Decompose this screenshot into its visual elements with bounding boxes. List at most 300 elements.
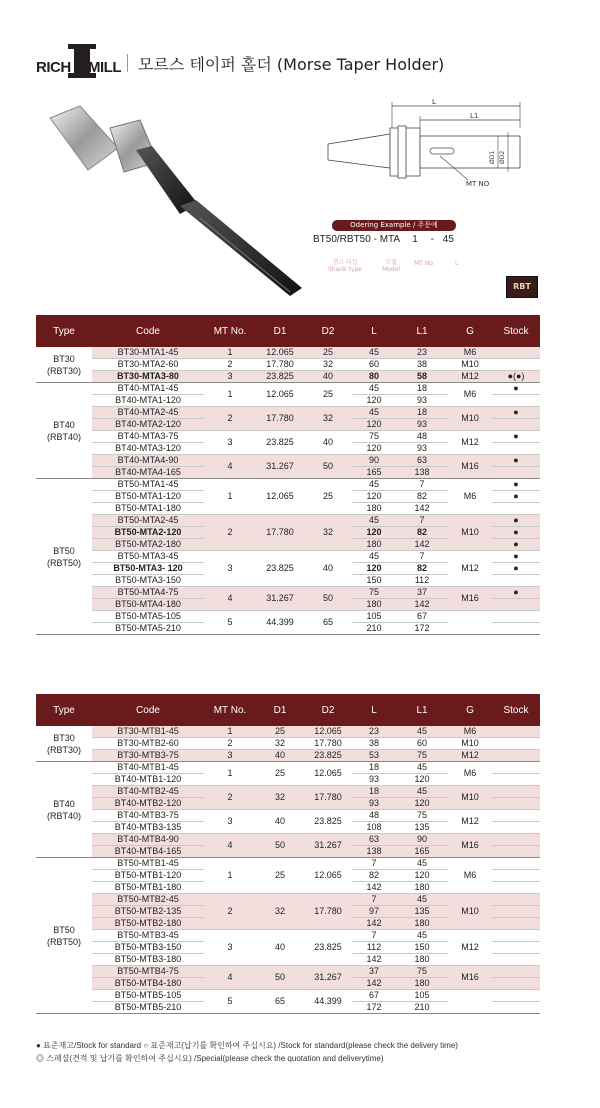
table-cell: ●	[492, 515, 540, 527]
table-cell: 180	[396, 978, 448, 990]
table-cell: 40	[304, 551, 352, 587]
table-cell: 45	[352, 479, 396, 491]
table-cell: 2	[204, 894, 256, 930]
col-header-d2: D2	[304, 315, 352, 347]
table-cell: 5	[204, 611, 256, 635]
table-cell: BT30-MTB1-45	[92, 726, 204, 738]
table-cell: 1	[204, 479, 256, 515]
table-cell: 120	[352, 419, 396, 431]
table-cell: BT40-MTA3-75	[92, 431, 204, 443]
table-cell: BT50-MTB5-105	[92, 990, 204, 1002]
table-cell: 18	[396, 407, 448, 419]
table-cell: 40	[256, 930, 304, 966]
table-cell: ●	[492, 551, 540, 563]
table-cell	[492, 930, 540, 942]
table-row	[36, 383, 540, 395]
table-cell: BT50-MTA1-120	[92, 491, 204, 503]
table-cell: 23.825	[256, 551, 304, 587]
table-cell: ●	[492, 539, 540, 551]
table-cell: 135	[396, 906, 448, 918]
table-cell: 32	[256, 894, 304, 930]
table-cell: 1	[204, 762, 256, 786]
table-cell: 150	[352, 575, 396, 587]
table-cell: 18	[352, 762, 396, 774]
table-cell: ●	[492, 383, 540, 395]
table-row	[36, 455, 540, 467]
table-cell: M12	[448, 551, 492, 587]
table-cell: 75	[396, 750, 448, 762]
table-cell	[492, 978, 540, 990]
table-cell: 180	[396, 918, 448, 930]
table-cell: BT50-MTA3- 120	[92, 563, 204, 575]
table-cell: BT40-MTA2-120	[92, 419, 204, 431]
rbt-badge: RBT	[506, 276, 538, 298]
type-cell: BT50 (RBT50)	[36, 479, 92, 635]
table-cell	[492, 1002, 540, 1014]
ordering-code-main: BT50/RBT50 - MTA	[313, 234, 400, 245]
table-cell: BT50-MTB3-45	[92, 930, 204, 942]
table-cell: BT50-MTA1-45	[92, 479, 204, 491]
table-cell: BT30-MTA2-60	[92, 359, 204, 371]
table-cell: 2	[204, 359, 256, 371]
table-cell: BT50-MTA3-150	[92, 575, 204, 587]
table-cell: 4	[204, 587, 256, 611]
table-cell: 40	[256, 750, 304, 762]
table-cell: 38	[352, 738, 396, 750]
table-cell: 32	[256, 786, 304, 810]
table-cell	[492, 834, 540, 846]
table-cell: 120	[352, 443, 396, 455]
table-cell: M16	[448, 455, 492, 479]
table-cell: ●	[492, 479, 540, 491]
table-cell: 2	[204, 738, 256, 750]
col-header-l1: L1	[396, 694, 448, 726]
table-cell	[492, 774, 540, 786]
table-cell: BT30-MTB3-75	[92, 750, 204, 762]
type-cell: BT50 (RBT50)	[36, 858, 92, 1014]
col-header-d2: D2	[304, 694, 352, 726]
table-cell	[492, 810, 540, 822]
table-cell: 60	[352, 359, 396, 371]
table-cell	[492, 762, 540, 774]
spec-table-mtb	[36, 694, 540, 1014]
table-cell: 45	[396, 762, 448, 774]
table-cell: 12.065	[256, 383, 304, 407]
table-cell: 65	[304, 611, 352, 635]
table-row	[36, 834, 540, 846]
table-cell: 32	[304, 407, 352, 431]
table-cell: 142	[352, 978, 396, 990]
table-cell: 50	[304, 587, 352, 611]
table-cell: BT40-MTB3-135	[92, 822, 204, 834]
table-cell: 67	[396, 611, 448, 623]
table-cell: 23.825	[304, 750, 352, 762]
col-header-mt-no-: MT No.	[204, 694, 256, 726]
table-cell: 38	[396, 359, 448, 371]
table-cell: 25	[256, 726, 304, 738]
table-cell: 93	[396, 395, 448, 407]
table-cell: BT40-MTB4-90	[92, 834, 204, 846]
table-cell: M16	[448, 834, 492, 858]
table-cell: 7	[396, 551, 448, 563]
table-cell: 3	[204, 930, 256, 966]
table-cell: 7	[396, 515, 448, 527]
col-header-g: G	[448, 694, 492, 726]
table-row	[36, 810, 540, 822]
table-cell: BT50-MTB1-120	[92, 870, 204, 882]
table-cell	[492, 846, 540, 858]
table-cell: 53	[352, 750, 396, 762]
table-cell: BT40-MTB3-75	[92, 810, 204, 822]
table-cell: 63	[396, 455, 448, 467]
table-cell: 44.399	[304, 990, 352, 1014]
table-cell: 31.267	[304, 834, 352, 858]
table-cell: 17.780	[256, 407, 304, 431]
table-cell	[492, 359, 540, 371]
footer-note-1: ● 표준재고/Stock for standard ○ 표준재고(납기를 확인하여 주십시요) /Stock for standard(please check the delivery time)	[36, 1041, 458, 1050]
table-row	[36, 431, 540, 443]
table-cell	[492, 738, 540, 750]
table-cell: 210	[352, 623, 396, 635]
table-cell: 37	[396, 587, 448, 599]
table-cell: 48	[352, 810, 396, 822]
table-cell: 1	[204, 347, 256, 359]
table-cell: M10	[448, 359, 492, 371]
table-row	[36, 551, 540, 563]
table-cell: BT50-MTA2-180	[92, 539, 204, 551]
table-cell: 45	[352, 515, 396, 527]
table-cell: 50	[256, 966, 304, 990]
table-cell: BT50-MTB5-210	[92, 1002, 204, 1014]
table-cell: BT30-MTA1-45	[92, 347, 204, 359]
table-cell: 3	[204, 551, 256, 587]
table-cell: ●	[492, 563, 540, 575]
table-cell: M6	[448, 383, 492, 407]
type-cell: BT40 (RBT40)	[36, 762, 92, 858]
table-cell: 3	[204, 431, 256, 455]
table-cell: M10	[448, 407, 492, 431]
table-cell: 120	[396, 870, 448, 882]
table-cell: 93	[396, 419, 448, 431]
table-cell: 82	[396, 491, 448, 503]
table-cell: 23	[352, 726, 396, 738]
table-cell: M6	[448, 347, 492, 359]
legend-shank: 생크 타입 Shank type	[328, 259, 362, 273]
table-cell: 12.065	[256, 347, 304, 359]
table-cell: 142	[352, 954, 396, 966]
table-cell: 65	[256, 990, 304, 1014]
header-separator	[127, 54, 128, 72]
table-cell: 105	[396, 990, 448, 1002]
table-cell	[492, 503, 540, 515]
table-row	[36, 858, 540, 870]
footer-note-2: ◎ 스페셜(견적 및 납기를 확인하여 주십시요) /Special(please check the quotation and deliverytime)	[36, 1054, 384, 1063]
table-cell: 12.065	[304, 858, 352, 894]
table-cell: ●	[492, 407, 540, 419]
table-row	[36, 930, 540, 942]
table-cell: BT40-MTB4-165	[92, 846, 204, 858]
table-row	[36, 611, 540, 623]
table-cell: 4	[204, 455, 256, 479]
table-row	[36, 347, 540, 359]
legend-model: 모델 Model	[382, 259, 401, 273]
table-cell	[492, 611, 540, 623]
table-cell: 75	[396, 810, 448, 822]
table-cell: 2	[204, 515, 256, 551]
table-cell: BT40-MTB1-45	[92, 762, 204, 774]
table-row	[36, 762, 540, 774]
table-cell: 25	[304, 347, 352, 359]
table-cell	[492, 942, 540, 954]
table-cell	[492, 858, 540, 870]
table-cell: BT40-MTA1-120	[92, 395, 204, 407]
table-cell	[492, 966, 540, 978]
table-cell: M6	[448, 726, 492, 738]
table-cell: 40	[256, 810, 304, 834]
table-cell: BT50-MTA2-120	[92, 527, 204, 539]
table-cell: 67	[352, 990, 396, 1002]
table-cell: 58	[396, 371, 448, 383]
table-cell: 105	[352, 611, 396, 623]
ordering-code-2: 45	[442, 234, 454, 245]
table-cell: 90	[396, 834, 448, 846]
table-cell: BT40-MTA4-165	[92, 467, 204, 479]
table-cell: 82	[396, 563, 448, 575]
table-cell: 37	[352, 966, 396, 978]
table-cell: 60	[396, 738, 448, 750]
table-cell: 18	[396, 383, 448, 395]
col-header-type: Type	[36, 315, 92, 347]
table-cell: 120	[352, 491, 396, 503]
table-cell: ●(●)	[492, 371, 540, 383]
table-cell: 31.267	[256, 455, 304, 479]
table-cell	[492, 798, 540, 810]
table-cell: 172	[352, 1002, 396, 1014]
table-row	[36, 738, 540, 750]
table-cell	[492, 822, 540, 834]
table-cell: 1	[204, 383, 256, 407]
table-cell: 23.825	[256, 371, 304, 383]
col-header-g: G	[448, 315, 492, 347]
table-cell: 5	[204, 990, 256, 1014]
table-row	[36, 371, 540, 383]
table-cell	[492, 726, 540, 738]
col-header-code: Code	[92, 694, 204, 726]
table-cell: M16	[448, 966, 492, 990]
dim-D1: ØD1	[489, 150, 496, 164]
table-cell: 23	[396, 347, 448, 359]
table-cell: M12	[448, 371, 492, 383]
table-cell: 45	[396, 726, 448, 738]
table-cell: M12	[448, 431, 492, 455]
table-cell: 25	[304, 383, 352, 407]
table-cell	[492, 990, 540, 1002]
table-row	[36, 990, 540, 1002]
table-row	[36, 587, 540, 599]
table-cell: 23.825	[304, 810, 352, 834]
table-cell	[492, 954, 540, 966]
table-cell: BT50-MTB2-180	[92, 918, 204, 930]
table-cell: BT30-MTA3-80	[92, 371, 204, 383]
table-row	[36, 407, 540, 419]
ordering-dash: -	[430, 234, 434, 245]
tool-holder-image	[40, 100, 320, 300]
holder-diagram	[320, 98, 530, 198]
type-cell: BT30 (RBT30)	[36, 347, 92, 383]
table-cell	[448, 990, 492, 1014]
table-cell: BT50-MTB4-180	[92, 978, 204, 990]
table-cell: 45	[396, 858, 448, 870]
table-cell: 120	[352, 563, 396, 575]
col-header-stock: Stock	[492, 315, 540, 347]
table-cell: 172	[396, 623, 448, 635]
table-cell: BT50-MTB4-75	[92, 966, 204, 978]
table-cell: ●	[492, 491, 540, 503]
table-cell: 50	[256, 834, 304, 858]
table-cell	[492, 347, 540, 359]
table-cell: 108	[352, 822, 396, 834]
table-cell: BT50-MTA1-180	[92, 503, 204, 515]
table-cell: 7	[352, 930, 396, 942]
table-cell: BT50-MTB1-45	[92, 858, 204, 870]
col-header-d1: D1	[256, 694, 304, 726]
table-cell: 23.825	[304, 930, 352, 966]
table-cell: 17.780	[304, 894, 352, 930]
table-cell: 180	[396, 954, 448, 966]
table-cell: BT50-MTA4-180	[92, 599, 204, 611]
table-row	[36, 894, 540, 906]
table-cell: BT40-MTA1-45	[92, 383, 204, 395]
table-cell: 142	[396, 599, 448, 611]
table-cell: 12.065	[304, 726, 352, 738]
table-cell: 138	[396, 467, 448, 479]
col-header-mt-no-: MT No.	[204, 315, 256, 347]
page-title: 모르스 테이퍼 홀더 (Morse Taper Holder)	[138, 55, 445, 74]
table-cell: BT30-MTB2-60	[92, 738, 204, 750]
table-cell: 75	[352, 587, 396, 599]
table-cell: BT40-MTB2-45	[92, 786, 204, 798]
table-cell	[492, 599, 540, 611]
table-cell: 32	[304, 359, 352, 371]
table-cell: 4	[204, 966, 256, 990]
table-cell: 165	[352, 467, 396, 479]
table-cell	[492, 395, 540, 407]
table-cell: 4	[204, 834, 256, 858]
table-cell: 17.780	[304, 738, 352, 750]
table-cell: 3	[204, 371, 256, 383]
table-cell: 142	[396, 503, 448, 515]
table-row	[36, 786, 540, 798]
table-row	[36, 479, 540, 491]
table-cell: 45	[396, 930, 448, 942]
dim-L1: L1	[470, 112, 479, 120]
ordering-code-1: 1	[412, 234, 418, 245]
table-cell: BT50-MTA4-75	[92, 587, 204, 599]
table-cell: 142	[396, 539, 448, 551]
table-cell: 18	[352, 786, 396, 798]
table-cell: 135	[396, 822, 448, 834]
table-cell: M10	[448, 738, 492, 750]
table-cell: M6	[448, 858, 492, 894]
table-cell: M10	[448, 786, 492, 810]
table-cell: 32	[256, 738, 304, 750]
col-header-code: Code	[92, 315, 204, 347]
table-cell: 142	[352, 918, 396, 930]
table-cell: 25	[256, 858, 304, 894]
table-cell: 150	[396, 942, 448, 954]
table-cell: 45	[352, 383, 396, 395]
table-cell: 40	[304, 431, 352, 455]
table-cell: BT50-MTB3-150	[92, 942, 204, 954]
ordering-code	[313, 234, 454, 245]
table-cell: 17.780	[304, 786, 352, 810]
dim-mt: MT NO	[466, 180, 490, 188]
table-cell: 12.065	[256, 479, 304, 515]
table-cell: BT40-MTB2-120	[92, 798, 204, 810]
col-header-l: L	[352, 694, 396, 726]
col-header-type: Type	[36, 694, 92, 726]
table-cell: 112	[352, 942, 396, 954]
table-cell: 120	[396, 774, 448, 786]
table-cell: M16	[448, 587, 492, 611]
table-cell	[492, 419, 540, 431]
table-cell: 12.065	[304, 762, 352, 786]
type-cell: BT30 (RBT30)	[36, 726, 92, 762]
table-cell	[492, 906, 540, 918]
dim-D2: ØD2	[499, 150, 506, 164]
table-cell: ●	[492, 431, 540, 443]
table-cell	[492, 750, 540, 762]
logo-mill: MILL	[88, 59, 121, 76]
table-cell	[492, 467, 540, 479]
table-cell: BT50-MTA5-105	[92, 611, 204, 623]
col-header-l: L	[352, 315, 396, 347]
table-cell: 31.267	[304, 966, 352, 990]
table-cell: 165	[396, 846, 448, 858]
table-cell: 3	[204, 750, 256, 762]
table-cell: 45	[352, 407, 396, 419]
table-cell: 7	[352, 894, 396, 906]
col-header-stock: Stock	[492, 694, 540, 726]
table-cell	[492, 894, 540, 906]
table-row	[36, 726, 540, 738]
table-cell: 75	[396, 966, 448, 978]
table-cell: 25	[304, 479, 352, 515]
table-cell: 45	[352, 551, 396, 563]
table-cell: 75	[352, 431, 396, 443]
table-cell: 82	[396, 527, 448, 539]
table-cell: BT50-MTB2-45	[92, 894, 204, 906]
table-cell: 50	[304, 455, 352, 479]
table-cell: 7	[396, 479, 448, 491]
table-cell: 93	[352, 774, 396, 786]
table-cell: ●	[492, 455, 540, 467]
table-cell	[492, 918, 540, 930]
table-cell: BT50-MTA5-210	[92, 623, 204, 635]
table-cell: 40	[304, 371, 352, 383]
table-cell: M12	[448, 750, 492, 762]
table-cell: 45	[396, 894, 448, 906]
table-cell: 45	[396, 786, 448, 798]
col-header-d1: D1	[256, 315, 304, 347]
table-cell: 63	[352, 834, 396, 846]
table-cell: 93	[396, 443, 448, 455]
table-cell: BT40-MTB1-120	[92, 774, 204, 786]
table-cell: 25	[256, 762, 304, 786]
type-cell: BT40 (RBT40)	[36, 383, 92, 479]
table-cell: BT40-MTA2-45	[92, 407, 204, 419]
table-cell	[492, 575, 540, 587]
